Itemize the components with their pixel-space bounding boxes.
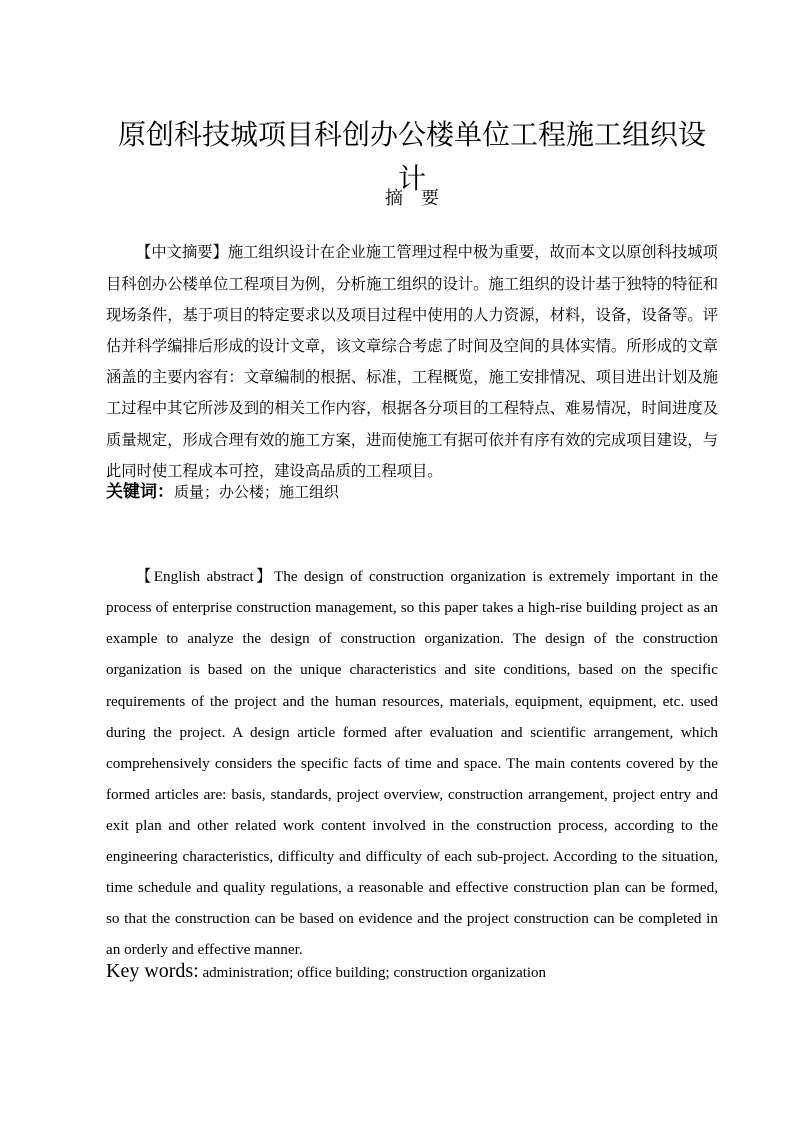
abstract-heading-char: 摘 (385, 188, 403, 209)
abstract-heading (106, 186, 718, 212)
chinese-keywords (106, 478, 718, 506)
document-title: 原创科技城项目科创办公楼单位工程施工组织设计 (117, 117, 706, 195)
chinese-keywords-text: 质量；办公楼；施工组织 (174, 483, 340, 501)
english-keywords (106, 956, 718, 988)
chinese-abstract-text: 施工组织设计在企业施工管理过程中极为重要，故而本文以原创科技城项目科创办公楼单位工程项目为例，分析施工组织的设计。施工组织的设计基于独特的特征和现场条件，基于项目的特定要求以及项目过程中使用的人力资源，材料，设备，设备等。评估并科学编排后形成的设计文章，该文章综合考虑了时间及空间的具体实情。所形成的文章涵盖的主要内容有：文章编制的根据、标准，工程概览，施工安排情况、项目进出计划及施工过程中其它所涉及到的相关工作内容，根据各分项目的工程特点、难易情况，时间进度及质量规定，形成合理有效的施工方案，进而使施工有据可依并有序有效的完成项目建设，与此同时使工程成本可控，建设高品质的工程项目。 (106, 243, 718, 480)
english-abstract-text: The design of construction organization is extremely important in the process of enterprise construction management, so this paper takes a high-rise building project as an example to analyze the design of construction organization. The design of the construction organization is based on the unique characteristics and site conditions, based on the specific requirements of the project and the human resources, materials, equipment, equipment, etc. used during the project. A design article formed after evaluation and scientific arrangement, which comprehensively considers the specific facts of time and space. The main contents covered by the formed articles are: basis, standards, project overview, construction arrangement, project entry and exit plan and other related work content involved in the construction process, according to the engineering characteristics, difficulty and difficulty of each sub-project. According to the situation, time schedule and quality regulations, a reasonable and effective construction plan can be formed, so that the construction can be based on evidence and the project construction can be completed in an orderly and effective manner. (106, 568, 718, 959)
chinese-abstract-label: 【中文摘要】 (136, 243, 228, 262)
chinese-abstract-paragraph (106, 237, 718, 487)
english-keywords-label: Key words: (106, 960, 199, 982)
english-abstract-paragraph (106, 561, 718, 965)
chinese-keywords-label: 关键词： (106, 482, 174, 502)
english-keywords-text: administration; office building; construction organization (202, 965, 547, 981)
abstract-heading-char: 要 (421, 188, 439, 209)
english-abstract-label: 【English abstract】 (136, 568, 274, 586)
